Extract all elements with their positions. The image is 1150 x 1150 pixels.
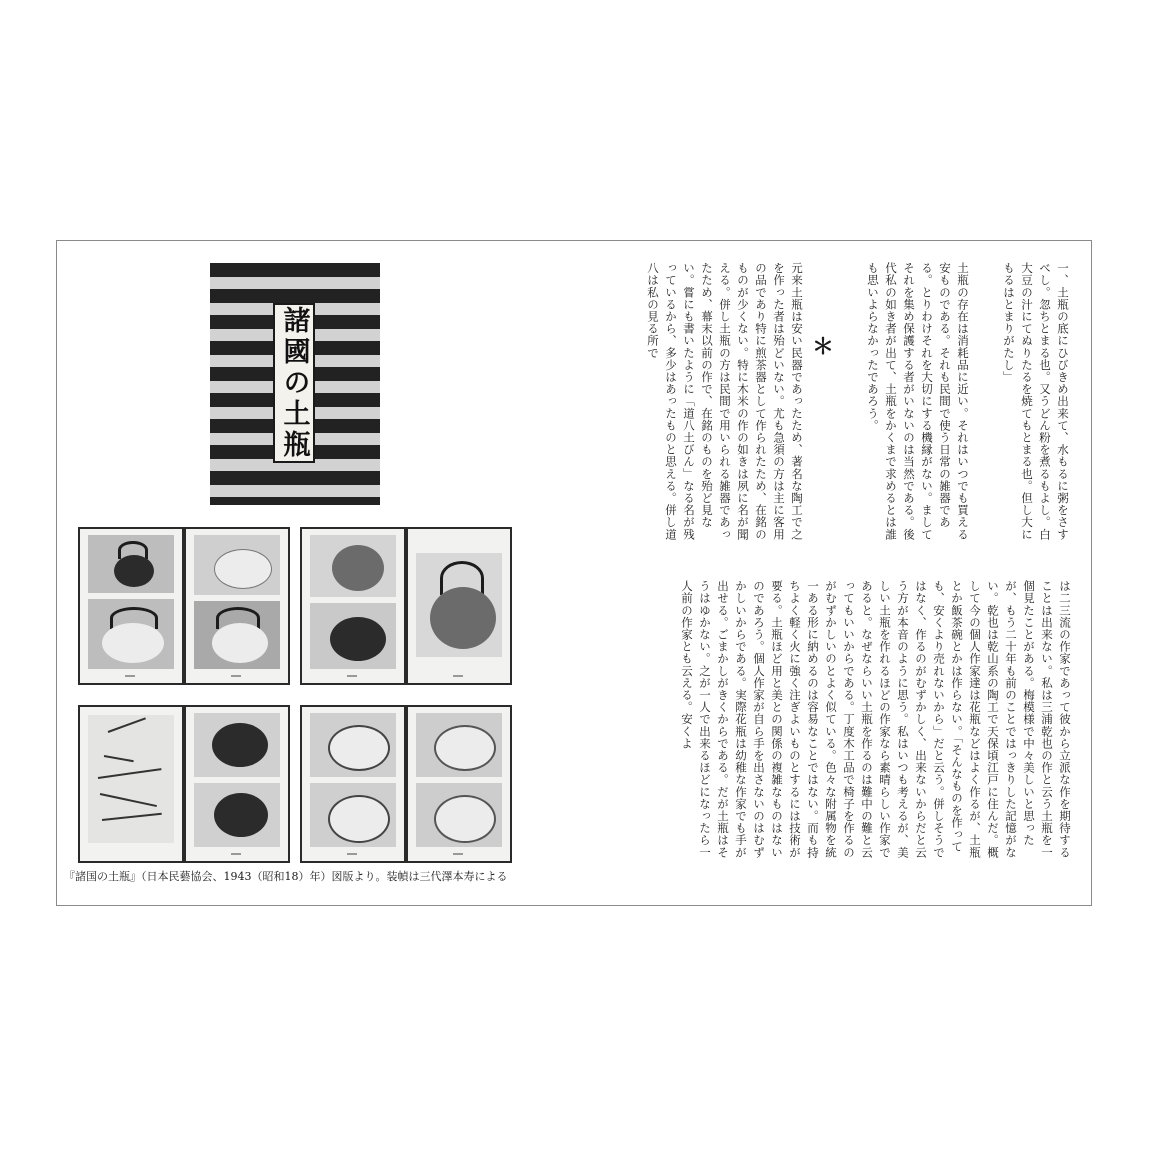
photo-page <box>408 529 510 683</box>
brush-pattern-photo <box>88 715 174 843</box>
text-block-paragraph: は二三流の作家であって彼から立派な作を期待することは出来ない。私は三浦乾也の作と云う土瓶を一個見たことがある。梅模様で中々美しいと思ったが、もう二十年も前のことではっきりした記憶がない。乾也は乾山系の陶工で天保頃江戸に住んだ。概して今の個人作家達は花瓶などはよく作るが、土瓶とか飯茶碗とかは作らない。「そんなものを作っても、安くより売れないから」だと云う。併しそうではなく、作るのがむずかしく、出来ないからだと云う方が本音のように思う。私はいつも考えるが、美しい土瓶を作れるほどの作家なら素晴らしい作家であると。なぜならいい土瓶を作るのは難中の難と云ってもいいからである。丁度木工品で椅子を作るのがむずかしいのとよく似ている。色々な附属物を統一ある形に納めるのは容易なことではない。而も持ちよく軽く火に強く注ぎよいものとするには技術が要る。土瓶ほど用と美との関係の複雑なものはないのであろう。個人作家が自ら手を出さないのはむずかしいからである。実際花瓶は幼稚な作家でも手が出せる。ごまかしがきくからである。だが土瓶はそうはゆかない。之が一人で出来るほどになったら一人前の作家とも云える。安くよ <box>680 580 1072 859</box>
text-block-paragraph: 土瓶の存在は消耗品に近い。それはいつでも買える安ものである。それも民間で使う日常の雑器である。とりわけそれを大切にする機縁がない。ましてそれを集め保護する者がいないのは当然である。後代私の如き者が出て、土瓶をかくまで求めるとは誰も思いよらなかったであろう。 <box>866 262 970 541</box>
section-separator: ＊ <box>812 335 835 360</box>
teapot-photo-spread <box>300 705 512 863</box>
teapot-photo <box>416 553 502 657</box>
teapot-photo <box>310 783 396 847</box>
teapot-photo <box>416 783 502 847</box>
teapot-photo <box>194 535 280 595</box>
teapot-photo <box>310 713 396 777</box>
photo-page <box>408 707 510 861</box>
teapot-photo <box>194 783 280 847</box>
photo-page <box>302 529 404 683</box>
photo-page <box>80 707 182 861</box>
teapot-photo <box>310 603 396 669</box>
text-block-quote: 一、土瓶の底にひびきめ出来て、水もるに粥をさすべし。忽ちとまる也。又うどん粉を煮るもよし。白大豆の汁にてぬりたるを焼てもとまる也。但し大にもるはとまりがたし」 <box>1002 262 1070 541</box>
photo-page <box>186 529 288 683</box>
teapot-photo <box>416 713 502 777</box>
photo-page <box>80 529 182 683</box>
teapot-photo-spread <box>78 705 290 863</box>
teapot-photo <box>88 599 174 669</box>
cover-label <box>273 303 315 463</box>
teapot-photo <box>88 535 174 593</box>
text-block-paragraph: 元来土瓶は安い民器であったため、著名な陶工で之を作った者は殆どいない。尤も急須の方は主に客用の品であり特に煎茶器として作られたため、在銘のものが少くない。特に木米の作の如きは夙に名が聞える。併し土瓶の方は民間で用いられる雑器であったため、幕末以前の作で、在銘のものを殆ど見ない。嘗にも書いたように「道八土びん」なる名が残っているから、多少はあったものと思える。併し道八は私の見る所で <box>646 262 804 541</box>
teapot-photo <box>194 713 280 777</box>
cover-stripe <box>210 485 380 497</box>
teapot-photo-spread <box>300 527 512 685</box>
photo-page <box>302 707 404 861</box>
photo-page <box>186 707 288 861</box>
teapot-photo <box>194 601 280 669</box>
teapot-photo <box>310 535 396 597</box>
figure-caption: 『諸国の土瓶』（日本民藝協会、1943（昭和18）年）図版より。装幀は三代澤本寿による <box>64 870 508 883</box>
book-cover-image <box>210 263 380 505</box>
cover-stripe <box>210 277 380 289</box>
cover-title: 諸國の土瓶 <box>278 305 310 461</box>
teapot-photo-spread <box>78 527 290 685</box>
